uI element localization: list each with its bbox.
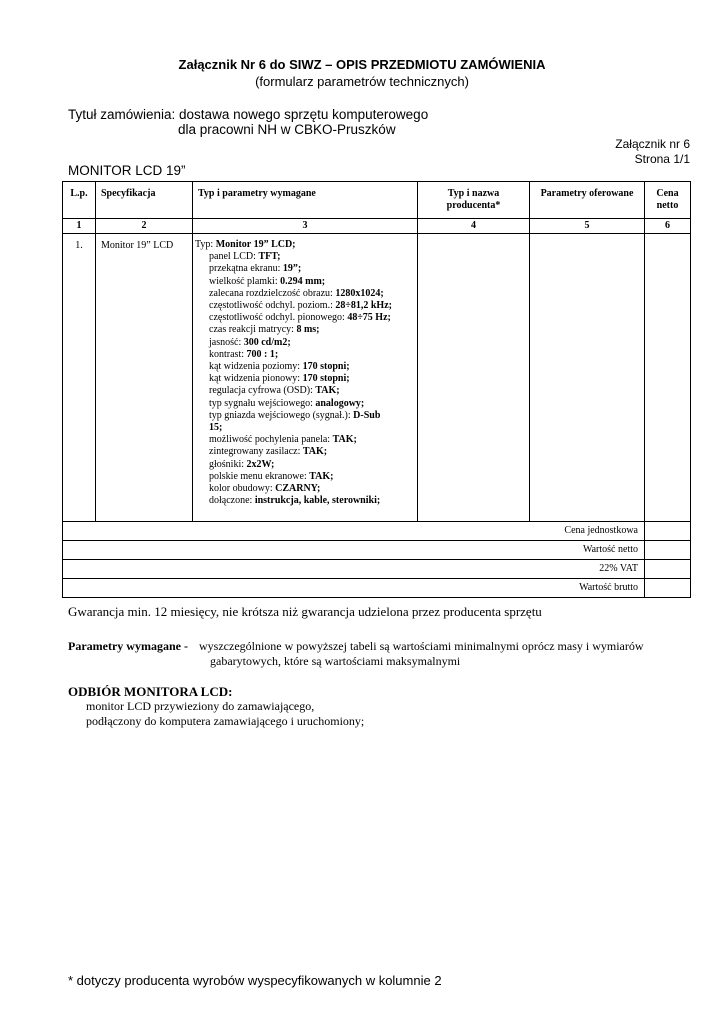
- param-label: głośniki:: [209, 458, 247, 470]
- params-required-label: Parametry wymagane -: [68, 639, 188, 653]
- header-lp: L.p.: [63, 182, 96, 219]
- param-label: dołączone:: [209, 495, 255, 507]
- param-value: TAK;: [315, 385, 340, 397]
- type-prefix: Typ:: [195, 239, 216, 250]
- param-line: [195, 300, 417, 312]
- param-line: [195, 483, 417, 495]
- summary-row: [63, 522, 691, 541]
- param-label: kolor obudowy:: [209, 483, 276, 495]
- row-producer-cell[interactable]: [418, 234, 530, 522]
- column-number: 2: [96, 219, 193, 234]
- param-value: 2x2W;: [246, 458, 275, 470]
- summary-value-cell[interactable]: [645, 560, 691, 579]
- param-line: [195, 398, 417, 410]
- param-line: [195, 459, 417, 471]
- summary-row: [63, 560, 691, 579]
- param-line: [195, 361, 417, 373]
- order-title-line1: Tytuł zamówienia: dostawa nowego sprzętu komputerowego: [68, 107, 429, 122]
- pickup-line2: podłączony do komputera zamawiającego i uruchomiony;: [86, 714, 365, 728]
- param-line: [195, 373, 417, 385]
- param-line: [195, 276, 417, 288]
- param-value: TAK;: [302, 446, 328, 458]
- pickup-line1: monitor LCD przywieziony do zamawiającego,: [86, 699, 315, 713]
- param-value: 48÷75 Hz;: [347, 312, 391, 324]
- param-value: D-Sub: [353, 409, 381, 421]
- param-value: 0.294 mm;: [280, 275, 326, 287]
- param-line: [195, 434, 417, 446]
- param-value: TAK;: [332, 434, 357, 446]
- summary-row: [63, 541, 691, 560]
- params-required-text-line1: wyszczególnione w powyższej tabeli są wartościami minimalnymi oprócz masy i wymiarów: [199, 639, 644, 653]
- params-required-text-line2: gabarytowych, które są wartościami maksymalnymi: [210, 654, 461, 668]
- params-list: [195, 251, 417, 507]
- column-number: 5: [530, 219, 645, 234]
- param-value: 28÷81,2 kHz;: [335, 300, 392, 312]
- param-label: czas reakcji matrycy:: [209, 324, 297, 336]
- param-label: zintegrowany zasilacz:: [209, 446, 303, 458]
- param-value: TAK;: [309, 470, 334, 482]
- param-value: CZARNY;: [275, 483, 321, 495]
- summary-label: Cena jednostkowa: [63, 522, 645, 541]
- param-value: 300 cd/m2;: [243, 336, 291, 348]
- section-title: MONITOR LCD 19”: [68, 163, 186, 178]
- param-value: 19”;: [282, 263, 302, 275]
- summary-value-cell[interactable]: [645, 541, 691, 560]
- summary-label: Wartość netto: [63, 541, 645, 560]
- param-value: 1280x1024;: [335, 287, 384, 299]
- param-label: częstotliwość odchyl. pionowego:: [209, 312, 348, 324]
- param-label: kąt widzenia pionowy:: [209, 373, 303, 385]
- column-number: 3: [193, 219, 418, 234]
- param-value: 15;: [209, 422, 223, 434]
- param-line: [195, 349, 417, 361]
- param-label: regulacja cyfrowa (OSD):: [209, 385, 316, 397]
- footnote: * dotyczy producenta wyrobów wyspecyfikowanych w kolumnie 2: [68, 973, 442, 988]
- param-line: [195, 251, 417, 263]
- attachment-page: Strona 1/1: [634, 152, 690, 166]
- param-line: [195, 324, 417, 336]
- summary-label: Wartość brutto: [63, 579, 645, 598]
- column-numbers-row: [63, 219, 691, 234]
- row-required-params: [193, 234, 418, 522]
- row-offered-params-cell[interactable]: [530, 234, 645, 522]
- row-lp: 1.: [63, 234, 96, 522]
- header-producer: Typ i nazwa producenta*: [418, 182, 530, 219]
- summary-label: 22% VAT: [63, 560, 645, 579]
- param-line: [195, 410, 417, 422]
- table-header-row: [63, 182, 691, 219]
- param-line: [195, 312, 417, 324]
- document-title: Załącznik Nr 6 do SIWZ – OPIS PRZEDMIOTU ZAMÓWIENIA: [178, 57, 546, 72]
- param-line: [195, 288, 417, 300]
- param-line: [195, 337, 417, 349]
- summary-value-cell[interactable]: [645, 579, 691, 598]
- param-line: [195, 263, 417, 275]
- param-label: polskie menu ekranowe:: [209, 470, 310, 482]
- param-value: 700 : 1;: [246, 348, 279, 360]
- param-value: 170 stopni;: [302, 361, 350, 373]
- param-line: [195, 495, 417, 507]
- param-line: [195, 446, 417, 458]
- param-line: [195, 471, 417, 483]
- column-number: 4: [418, 219, 530, 234]
- type-value: Monitor 19” LCD;: [215, 239, 296, 250]
- param-value: 8 ms;: [296, 324, 320, 336]
- param-value: 170 stopni;: [302, 373, 350, 385]
- guarantee-note: Gwarancja min. 12 miesięcy, nie krótsza niż gwarancja udzielona przez producenta sprzętu: [68, 604, 542, 619]
- summary-value-cell[interactable]: [645, 522, 691, 541]
- header-net-price: Cena netto: [645, 182, 691, 219]
- param-line: [195, 422, 417, 434]
- header-required-params: Typ i parametry wymagane: [193, 182, 418, 219]
- param-value: analogowy;: [315, 397, 365, 409]
- header-spec: Specyfikacja: [96, 182, 193, 219]
- order-title-line2: dla pracowni NH w CBKO-Pruszków: [178, 122, 396, 137]
- param-label: kontrast:: [209, 348, 247, 360]
- pickup-title: ODBIÓR MONITORA LCD:: [68, 684, 233, 699]
- param-label: typ sygnału wejściowego:: [209, 397, 316, 409]
- param-label: panel LCD:: [209, 251, 259, 263]
- param-line: [195, 385, 417, 397]
- param-label: typ gniazda wejściowego (sygnał.):: [209, 409, 354, 421]
- attachment-label: Załącznik nr 6: [615, 137, 690, 151]
- type-line: [195, 239, 417, 251]
- param-label: częstotliwość odchyl. poziom.:: [209, 300, 336, 312]
- param-label: możliwość pochylenia panela:: [209, 434, 333, 446]
- param-label: kąt widzenia poziomy:: [209, 361, 303, 373]
- spec-table: [62, 181, 691, 598]
- row-net-price-cell[interactable]: [645, 234, 691, 522]
- summary-row: [63, 579, 691, 598]
- document-subtitle: (formularz parametrów technicznych): [255, 74, 469, 89]
- column-number: 1: [63, 219, 96, 234]
- param-value: instrukcja, kable, sterowniki;: [254, 495, 381, 507]
- param-value: TFT;: [258, 251, 281, 263]
- row-spec: Monitor 19” LCD: [96, 234, 193, 522]
- param-label: zalecana rozdzielczość obrazu:: [209, 287, 336, 299]
- table-row: [63, 234, 691, 522]
- param-label: wielkość plamki:: [209, 275, 281, 287]
- param-label: przekątna ekranu:: [209, 263, 283, 275]
- param-label: jasność:: [209, 336, 244, 348]
- header-offered-params: Parametry oferowane: [530, 182, 645, 219]
- column-number: 6: [645, 219, 691, 234]
